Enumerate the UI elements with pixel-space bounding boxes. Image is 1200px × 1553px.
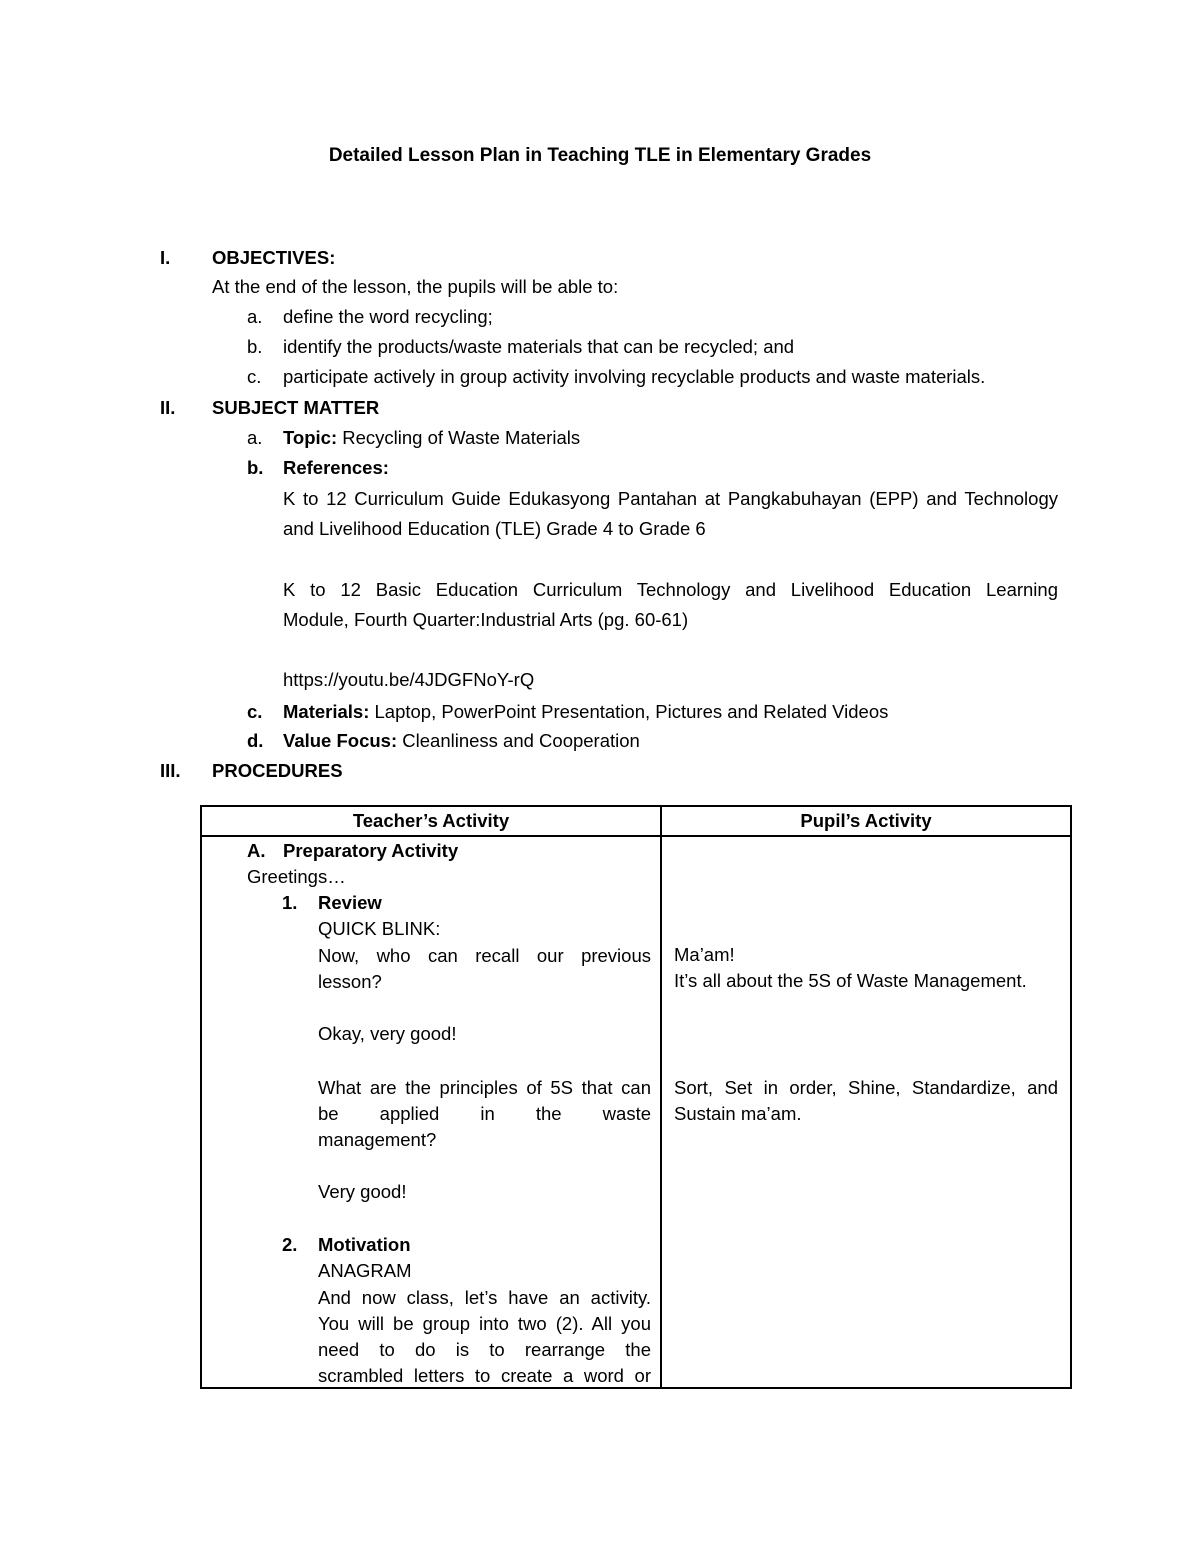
section-numeral: I. (160, 247, 171, 268)
objectives-heading: OBJECTIVES: (212, 247, 336, 268)
reference-link[interactable]: https://youtu.be/4JDGFNoY-rQ (283, 669, 535, 690)
reference-2 (283, 575, 1058, 635)
subject-matter-heading: SUBJECT MATTER (212, 397, 380, 418)
question-line: management? (318, 1129, 437, 1150)
pupil-answer-line: Sustain ma’am. (674, 1103, 802, 1124)
question-line: Now, who can recall our previous (318, 945, 651, 966)
value-focus-line (283, 729, 640, 753)
section-letter: A. (247, 840, 266, 861)
feedback-text: Very good! (318, 1181, 407, 1202)
value-focus-value: Cleanliness and Cooperation (397, 730, 640, 751)
motivation-instructions (318, 1285, 651, 1387)
reference-2-line: Module, Fourth Quarter:Industrial Arts (pg. 60-61) (283, 609, 689, 630)
preparatory-activity-title: Preparatory Activity (283, 840, 459, 861)
document-title: Detailed Lesson Plan in Teaching TLE in Elementary Grades (328, 145, 872, 166)
review-activity-name: QUICK BLINK: (318, 918, 441, 939)
list-letter: c. (247, 366, 262, 387)
section-numeral: II. (160, 397, 176, 418)
instruction-line: And now class, let’s have an activity. (318, 1287, 651, 1308)
list-letter: a. (247, 306, 263, 327)
pupil-activity-header: Pupil’s Activity (661, 806, 1071, 836)
review-title: Review (318, 892, 382, 913)
objective-item: participate actively in group activity involving recyclable products and waste materials. (283, 366, 986, 387)
materials-line (283, 700, 888, 724)
list-letter: c. (247, 701, 263, 722)
topic-line (283, 426, 580, 450)
list-letter: b. (247, 457, 264, 478)
question-line: What are the principles of 5S that can (318, 1077, 651, 1098)
reference-2-line: K to 12 Basic Education Curriculum Technology and Livelihood Education Learning (283, 579, 1058, 600)
procedures-heading: PROCEDURES (212, 760, 343, 781)
review-question-1 (318, 943, 651, 995)
reference-1-line: K to 12 Curriculum Guide Edukasyong Pantahan at Pangkabuhayan (EPP) and Technology (283, 488, 1058, 509)
procedures-table (200, 805, 1072, 1389)
review-question-2 (318, 1075, 651, 1153)
pupil-answer-line: It’s all about the 5S of Waste Management. (674, 970, 1027, 991)
section-numeral: III. (160, 760, 181, 781)
greetings-text: Greetings… (247, 866, 346, 887)
pupil-answer-2 (674, 1075, 1058, 1127)
instruction-line: scrambled letters to create a word or (318, 1365, 651, 1386)
pupil-answer-line: Ma’am! (674, 944, 735, 965)
table-row (201, 836, 1071, 1388)
motivation-title: Motivation (318, 1234, 411, 1255)
table-header-row (201, 806, 1071, 836)
reference-1-line: and Livelihood Education (TLE) Grade 4 to Grade 6 (283, 518, 706, 539)
teacher-activity-header: Teacher’s Activity (201, 806, 661, 836)
step-number: 2. (282, 1234, 298, 1255)
step-number: 1. (282, 892, 298, 913)
pupil-activity-cell (661, 836, 1071, 1388)
question-line: be applied in the waste (318, 1103, 651, 1124)
motivation-activity-name: ANAGRAM (318, 1260, 412, 1281)
teacher-activity-cell (201, 836, 661, 1388)
value-focus-label: Value Focus: (283, 730, 398, 751)
reference-1 (283, 484, 1058, 544)
feedback-text: Okay, very good! (318, 1023, 457, 1044)
objective-item: define the word recycling; (283, 306, 493, 327)
pupil-answer-line: Sort, Set in order, Shine, Standardize, and (674, 1077, 1058, 1098)
objectives-intro: At the end of the lesson, the pupils will be able to: (212, 276, 619, 297)
topic-value: Recycling of Waste Materials (337, 427, 581, 448)
references-label: References: (283, 457, 389, 478)
materials-label: Materials: (283, 701, 370, 722)
materials-value: Laptop, PowerPoint Presentation, Pictures and Related Videos (369, 701, 889, 722)
list-letter: a. (247, 427, 263, 448)
instruction-line: You will be group into two (2). All you (318, 1313, 651, 1334)
objective-item: identify the products/waste materials that can be recycled; and (283, 336, 795, 357)
topic-label: Topic: (283, 427, 338, 448)
list-letter: b. (247, 336, 263, 357)
instruction-line: need to do is to rearrange the (318, 1339, 651, 1360)
question-line: lesson? (318, 971, 382, 992)
list-letter: d. (247, 730, 264, 751)
